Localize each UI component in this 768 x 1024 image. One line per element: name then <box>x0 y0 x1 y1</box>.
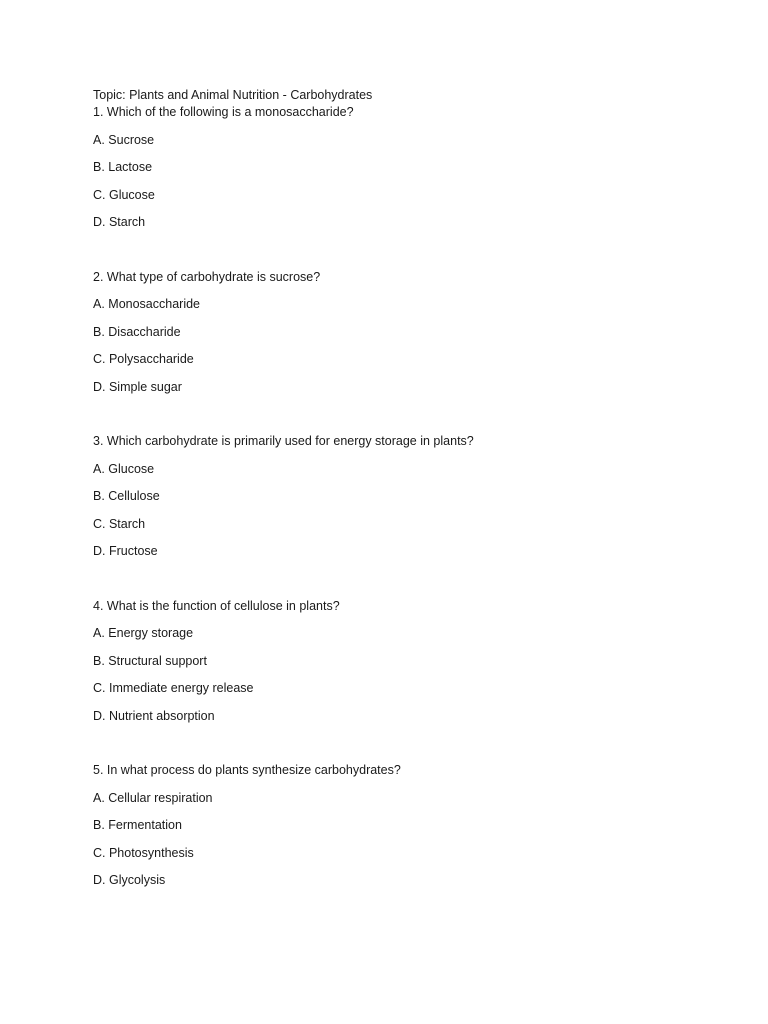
question-text: 4. What is the function of cellulose in plants? <box>93 598 340 613</box>
answer-option: D. Simple sugar <box>93 379 182 394</box>
document-topic: Topic: Plants and Animal Nutrition - Carbohydrates <box>93 88 373 102</box>
question-text: 3. Which carbohydrate is primarily used for energy storage in plants? <box>93 434 474 448</box>
document-page <box>93 87 693 889</box>
answer-option: A. Cellular respiration <box>93 790 213 805</box>
answer-option: D. Starch <box>93 215 146 229</box>
question-1 <box>93 104 693 231</box>
question-2 <box>93 269 693 396</box>
answer-option: B. Structural support <box>93 653 207 668</box>
answer-option: C. Polysaccharide <box>93 352 194 366</box>
question-text: 5. In what process do plants synthesize carbohydrates? <box>93 763 401 777</box>
answer-option: D. Fructose <box>93 544 158 558</box>
question-4 <box>93 598 693 725</box>
answer-option: B. Fermentation <box>93 818 182 832</box>
answer-option: D. Nutrient absorption <box>93 708 215 723</box>
answer-option: A. Energy storage <box>93 626 194 640</box>
answer-option: B. Lactose <box>93 160 153 174</box>
answer-option: C. Photosynthesis <box>93 845 194 860</box>
answer-option: B. Cellulose <box>93 489 160 503</box>
answer-option: A. Monosaccharide <box>93 297 201 311</box>
question-text: 2. What type of carbohydrate is sucrose? <box>93 269 321 284</box>
answer-option: C. Starch <box>93 516 146 531</box>
answer-option: C. Glucose <box>93 187 155 202</box>
answer-option: D. Glycolysis <box>93 873 166 887</box>
question-3 <box>93 433 693 560</box>
question-5 <box>93 762 693 889</box>
answer-option: A. Sucrose <box>93 132 155 147</box>
answer-option: B. Disaccharide <box>93 324 181 339</box>
question-text: 1. Which of the following is a monosaccharide? <box>93 105 354 119</box>
answer-option: C. Immediate energy release <box>93 681 254 695</box>
answer-option: A. Glucose <box>93 461 155 476</box>
